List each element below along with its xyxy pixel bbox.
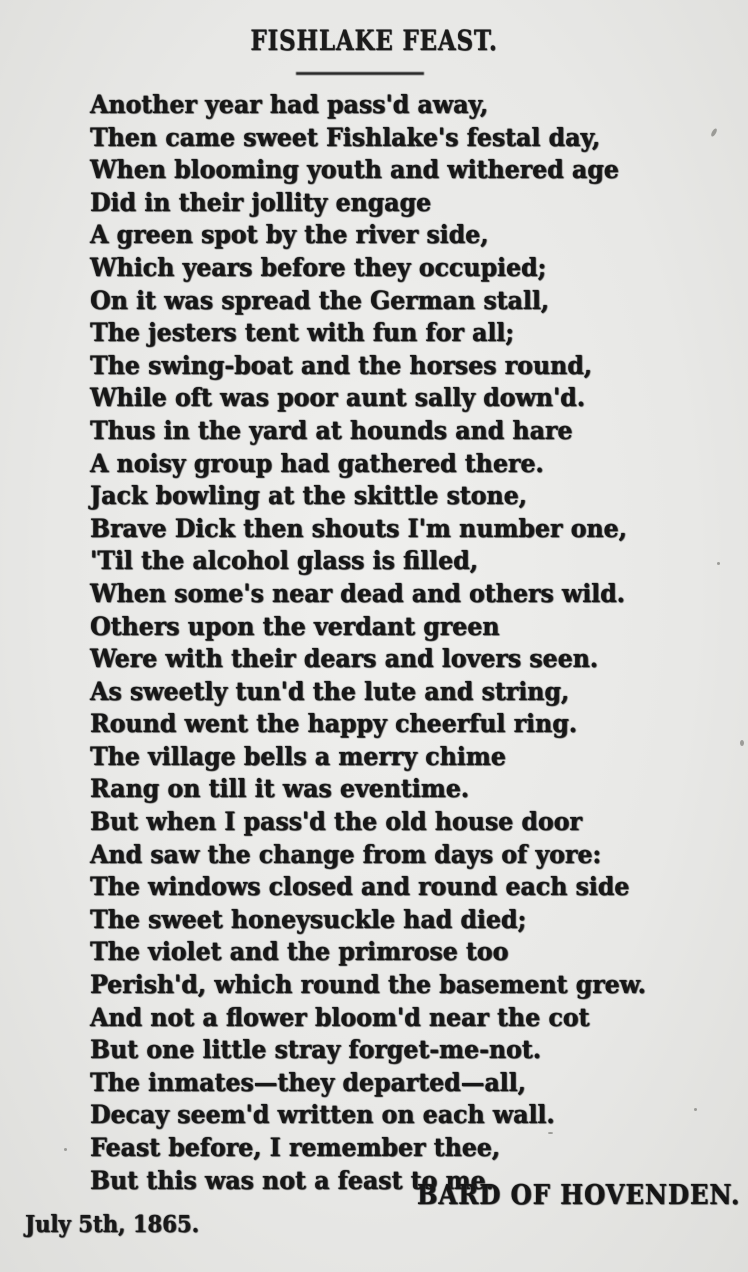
title-divider bbox=[296, 72, 424, 75]
poem-body bbox=[90, 89, 678, 1197]
poem-line: The inmates—they departed—all, bbox=[90, 1067, 526, 1097]
poem-line: As sweetly tun'd the lute and string, bbox=[90, 676, 570, 706]
poem-line: On it was spread the German stall, bbox=[90, 285, 550, 315]
poem-line: Perish'd, which round the basement grew. bbox=[90, 970, 646, 1000]
poem-line: The jesters tent with fun for all; bbox=[90, 318, 515, 348]
ink-speck bbox=[710, 128, 718, 138]
poem-line: Round went the happy cheerful ring. bbox=[90, 709, 577, 739]
poem-line: The windows closed and round each side bbox=[90, 872, 630, 902]
poem-line: The village bells a merry chime bbox=[90, 741, 506, 771]
ink-speck bbox=[740, 740, 744, 746]
poem-line: Then came sweet Fishlake's festal day, bbox=[90, 122, 601, 152]
poem-line: Brave Dick then shouts I'm number one, bbox=[90, 513, 627, 543]
ink-speck bbox=[717, 562, 720, 565]
poem-line: Which years before they occupied; bbox=[90, 252, 547, 282]
poem-line: Did in their jollity engage bbox=[90, 187, 432, 217]
poem-line: Others upon the verdant green bbox=[90, 611, 500, 641]
poem-line: Rang on till it was eventime. bbox=[90, 774, 470, 804]
publication-date: July 5th, 1865. bbox=[25, 1211, 199, 1238]
poem-line: A noisy group had gathered there. bbox=[90, 448, 544, 478]
poem-line: But this was not a feast to me. bbox=[90, 1165, 494, 1195]
ink-speck bbox=[64, 1148, 67, 1151]
poem-line: When blooming youth and withered age bbox=[90, 155, 619, 185]
poem-line: Feast before, I remember thee, bbox=[90, 1133, 501, 1162]
poem-title: FISHLAKE FEAST. bbox=[250, 24, 498, 57]
poem-line: A green spot by the river side, bbox=[90, 220, 489, 250]
poem-line: 'Til the alcohol glass is filled, bbox=[90, 546, 478, 576]
ink-speck bbox=[694, 1108, 697, 1111]
poem-line: The sweet honeysuckle had died; bbox=[90, 904, 527, 934]
poem-line: When some's near dead and others wild. bbox=[90, 578, 625, 608]
poem-line: But when I pass'd the old house door bbox=[90, 807, 582, 837]
poem-line: The violet and the primrose too bbox=[90, 937, 509, 967]
poem-line: Another year had pass'd away, bbox=[90, 90, 489, 119]
poem-line: Thus in the yard at hounds and hare bbox=[90, 415, 573, 445]
poem-line: The swing-boat and the horses round, bbox=[90, 350, 592, 380]
poem-line: Decay seem'd written on each wall. bbox=[90, 1100, 555, 1130]
poem-line: And not a flower bloom'd near the cot bbox=[90, 1002, 590, 1032]
author-signature: BARD OF HOVENDEN. bbox=[416, 1180, 740, 1211]
poem-line: Were with their dears and lovers seen. bbox=[90, 644, 599, 674]
poem-line: While oft was poor aunt sally down'd. bbox=[90, 383, 585, 413]
poem-line: And saw the change from days of yore: bbox=[90, 839, 602, 869]
poem-line: Jack bowling at the skittle stone, bbox=[90, 481, 527, 511]
poem-line: But one little stray forget-me-not. bbox=[90, 1035, 541, 1065]
